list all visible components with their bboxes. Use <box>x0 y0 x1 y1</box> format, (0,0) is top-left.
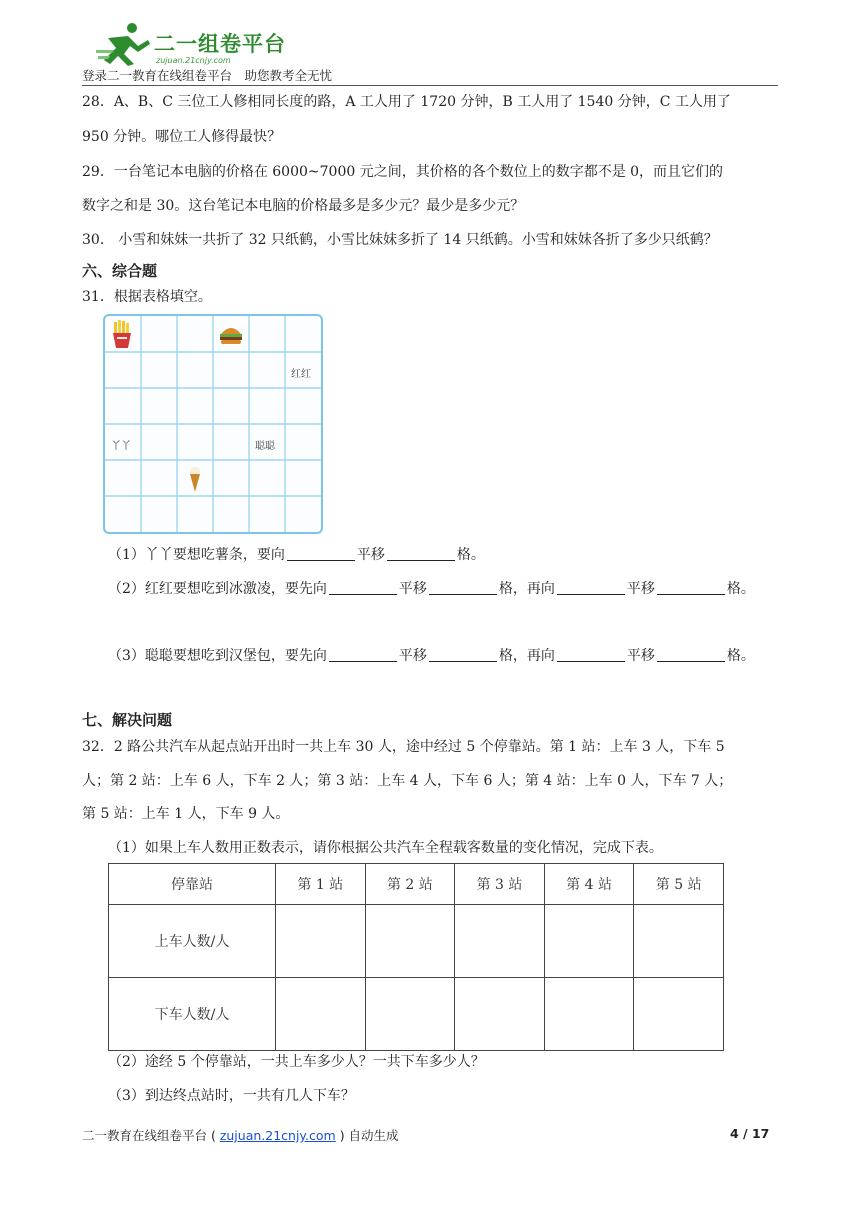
answer-blank[interactable] <box>657 580 725 595</box>
answer-blank[interactable] <box>657 647 725 662</box>
answer-cell[interactable] <box>276 905 366 978</box>
answer-cell[interactable] <box>276 978 366 1051</box>
q31-part2-text-a: （2）红红要想吃到冰激凌，要先向 <box>108 581 327 597</box>
name-honghong: 红红 <box>291 369 311 380</box>
q31-part3-text-c: 格，再向 <box>498 648 555 664</box>
table-row <box>109 864 724 905</box>
q31-stem: 31．根据表格填空。 <box>82 289 212 305</box>
q31-part1 <box>108 546 485 564</box>
q31-part3-text-e: 格。 <box>726 648 755 664</box>
page-number: 4 / 17 <box>730 1126 770 1141</box>
q31-part2-text-d: 平移 <box>626 581 655 597</box>
q31-part1-text-a: （1）丫丫要想吃薯条，要向 <box>108 547 285 563</box>
table-row <box>109 905 724 978</box>
q31-part2-text-c: 格，再向 <box>498 581 555 597</box>
q32-part1: （1）如果上车人数用正数表示，请你根据公共汽车全程载客数量的变化情况，完成下表。 <box>108 840 663 856</box>
q31-part1-text-c: 格。 <box>456 547 485 563</box>
answer-blank[interactable] <box>557 647 625 662</box>
row-label-off: 下车人数/人 <box>109 978 276 1051</box>
answer-cell[interactable] <box>634 978 724 1051</box>
name-congcong: 聪聪 <box>255 441 275 452</box>
footer-text-pre: 二一教育在线组卷平台 ( <box>82 1128 220 1143</box>
table-header-cell: 第 5 站 <box>634 864 724 905</box>
answer-blank[interactable] <box>557 580 625 595</box>
logo <box>94 20 294 68</box>
q32-line1: 32．2 路公共汽车从起点站开出时一共上车 30 人，途中经过 5 个停靠站。第 1 站：上车 3 人，下车 5 <box>82 739 725 755</box>
runner-logo-icon <box>94 20 154 68</box>
answer-blank[interactable] <box>287 546 355 561</box>
q31-part2-text-e: 格。 <box>726 581 755 597</box>
answer-blank[interactable] <box>387 546 455 561</box>
q31-part3 <box>108 647 755 665</box>
header-divider <box>82 85 778 86</box>
q32-part3: （3）到达终点站时，一共有几人下车？ <box>108 1088 355 1104</box>
answer-cell[interactable] <box>455 978 545 1051</box>
page-footer <box>82 1126 399 1144</box>
table-header-cell: 停靠站 <box>109 864 276 905</box>
q32-line3: 第 5 站：上车 1 人，下车 9 人。 <box>82 806 290 822</box>
answer-cell[interactable] <box>365 978 455 1051</box>
footer-link[interactable]: zujuan.21cnjy.com <box>219 1128 336 1143</box>
answer-cell[interactable] <box>365 905 455 978</box>
ice-cream-icon <box>190 467 200 492</box>
table-header-cell: 第 2 站 <box>365 864 455 905</box>
answer-blank[interactable] <box>429 647 497 662</box>
footer-text-post: ) 自动生成 <box>335 1128 399 1143</box>
fries-icon <box>113 320 131 348</box>
table-header-cell: 第 3 站 <box>455 864 545 905</box>
bus-table <box>108 863 724 1051</box>
q29-line2: 数字之和是 30。这台笔记本电脑的价格最多是多少元？最少是多少元？ <box>82 198 525 214</box>
row-label-on: 上车人数/人 <box>109 905 276 978</box>
q31-part2-text-b: 平移 <box>398 581 427 597</box>
q30-line1: 30． 小雪和妹妹一共折了 32 只纸鹤，小雪比妹妹多折了 14 只纸鹤。小雪和妹妹各折了多少只纸鹤？ <box>82 232 718 248</box>
q31-part3-text-d: 平移 <box>626 648 655 664</box>
page-header <box>82 14 782 86</box>
q31-part3-text-a: （3）聪聪要想吃到汉堡包，要先向 <box>108 648 327 664</box>
q28-line2: 950 分钟。哪位工人修得最快？ <box>82 129 282 145</box>
answer-cell[interactable] <box>455 905 545 978</box>
answer-blank[interactable] <box>429 580 497 595</box>
q28-line1: 28．A、B、C 三位工人修相同长度的路，A 工人用了 1720 分钟，B 工人用了 1540 分钟，C 工人用了 <box>82 94 731 110</box>
table-header-cell: 第 1 站 <box>276 864 366 905</box>
q32-line2: 人；第 2 站：上车 6 人，下车 2 人；第 3 站：上车 4 人，下车 6 人；第 4 站：上车 0 人，下车 7 人； <box>82 773 733 789</box>
grid-lines <box>105 316 321 532</box>
position-grid <box>103 314 323 534</box>
section-6-title: 六、综合题 <box>82 262 158 280</box>
header-slogan: 登录二一教育在线组卷平台 助您教考全无忧 <box>82 68 333 83</box>
answer-cell[interactable] <box>634 905 724 978</box>
section-7-title: 七、解决问题 <box>82 711 173 729</box>
answer-blank[interactable] <box>329 647 397 662</box>
q29-line1: 29．一台笔记本电脑的价格在 6000~7000 元之间，其价格的各个数位上的数字都不是 0，而且它们的 <box>82 164 724 180</box>
answer-blank[interactable] <box>329 580 397 595</box>
table-row <box>109 978 724 1051</box>
logo-text: 二一组卷平台 <box>154 32 286 56</box>
table-header-cell: 第 4 站 <box>544 864 634 905</box>
answer-cell[interactable] <box>544 978 634 1051</box>
q31-part2 <box>108 580 755 598</box>
logo-subtext: zujuan.21cnjy.com <box>156 56 231 65</box>
name-yaya: 丫丫 <box>111 441 131 452</box>
q32-part2: （2）途经 5 个停靠站，一共上车多少人？一共下车多少人？ <box>108 1054 485 1070</box>
q31-part3-text-b: 平移 <box>398 648 427 664</box>
burger-icon <box>220 328 242 344</box>
answer-cell[interactable] <box>544 905 634 978</box>
q31-part1-text-b: 平移 <box>356 547 385 563</box>
